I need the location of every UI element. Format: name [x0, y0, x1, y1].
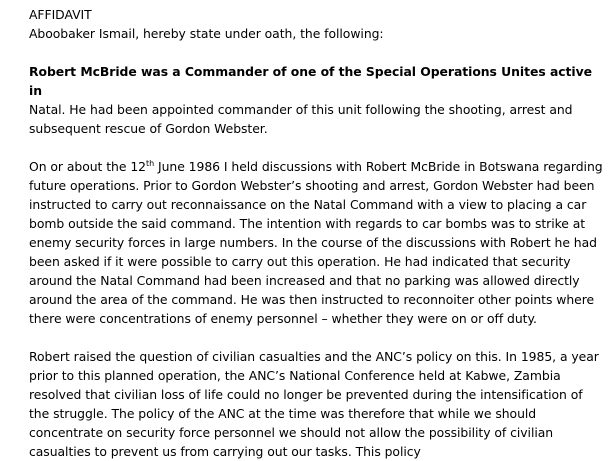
document-heading: AFFIDAVIT	[29, 7, 92, 22]
paragraph-2-text: June 1986 I held discussions with Robert McBride in Botswana regarding future operations. Prior to Gordon Webster’s shooting and arrest, Gordon Webster had been instructed to carry out reconnaissance on the Natal Command with a view to placing a car bomb outside the said command. The intention with regards to car bombs was to strike at enemy security forces in large numbers. In the course of the discussions with Robert he had been asked if it were possible to carry out this operation. He had indicated that security around the Natal Command had been increased and that no parking was allowed directly around the area of the command. He was then instructed to reconnoiter other points where there were concentrations of enemy personnel – whether they were on or off duty.	[29, 159, 603, 326]
paragraph-2-lead: On or about the 12	[29, 159, 146, 174]
paragraph-gap	[29, 138, 604, 157]
paragraph-1	[29, 62, 604, 138]
paragraph-1-text: Natal. He had been appointed commander of this unit following the shooting, arrest and subsequent rescue of Gordon Webster.	[29, 102, 573, 136]
affidavit-document	[29, 5, 604, 461]
paragraph-3: Robert raised the question of civilian casualties and the ANC’s policy on this. In 1985, a year prior to this planned operation, the ANC’s National Conference held at Kabwe, Zambia resolved that civilian loss of life could no longer be prevented during the intensification of the struggle. The policy of the ANC at the time was therefore that while we should concentrate on security force personnel we should not allow the possibility of civilian casualties to prevent us from carrying out our tasks. This policy	[29, 349, 599, 459]
paragraph-2	[29, 157, 604, 328]
paragraph-gap	[29, 43, 604, 62]
paragraph-gap	[29, 328, 604, 347]
paragraph-1-bold: Robert McBride was a Commander of one of the Special Operations Unites active in	[29, 64, 592, 98]
ordinal-suffix: th	[146, 158, 155, 168]
intro-line: Aboobaker Ismail, hereby state under oath, the following:	[29, 26, 384, 41]
